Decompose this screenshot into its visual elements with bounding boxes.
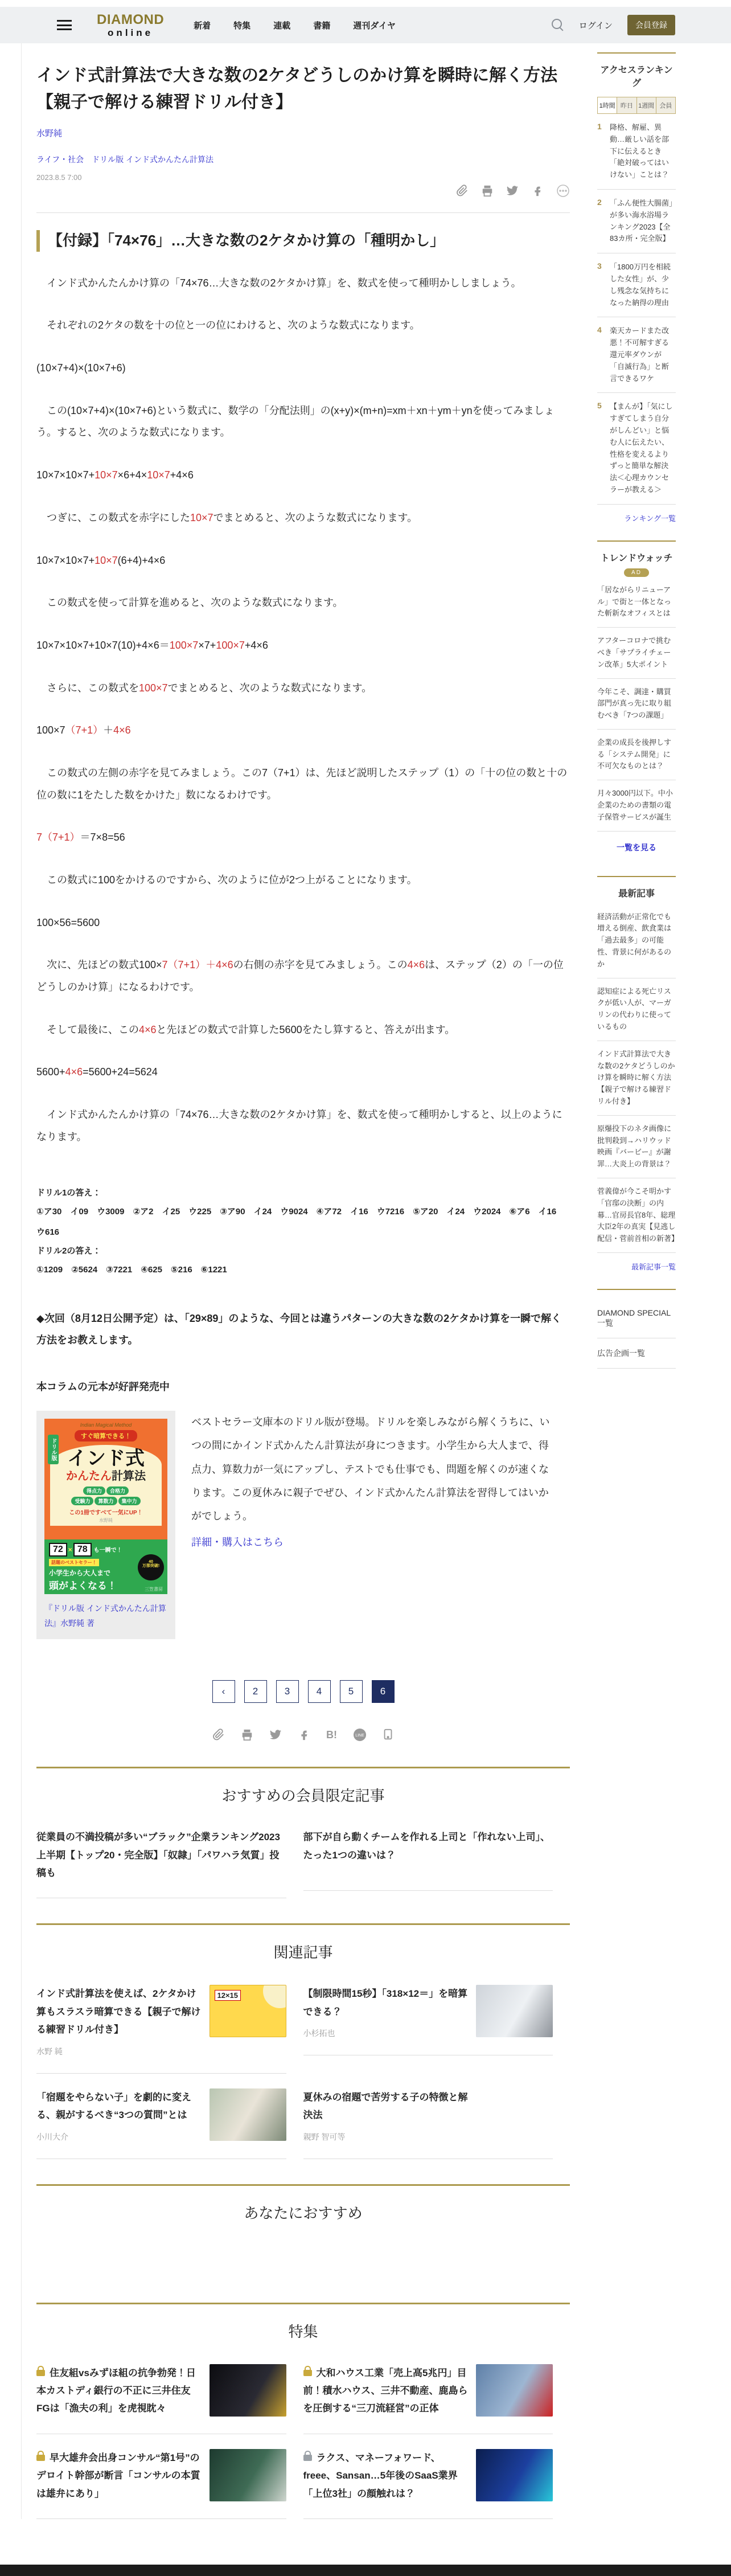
content-wrapper: [21, 43, 731, 2519]
related-article-title[interactable]: インド式計算法を使えば、2ケタかけ算もスラスラ暗算できる【親子で解ける練習ドリル付き】: [36, 1988, 201, 2036]
ranking-more-link[interactable]: ランキング一覧: [624, 514, 676, 523]
ranking-item-title[interactable]: 【まんが】「気にしすぎてしまう自分がしんどい」と悩む人に伝えたい、性格を変えるよりずっと簡単な解決法＜心理カウンセラーが教える＞: [610, 402, 673, 494]
tag-series[interactable]: ドリル版 インド式かんたん計算法: [92, 155, 214, 164]
feature-article-title[interactable]: ラクス、マネーフォワード、freee、Sansan…5年後のSaaS業界「上位3社」の顔触れは？: [303, 2452, 458, 2499]
list-item: [36, 2349, 303, 2434]
paperclip-icon[interactable]: [456, 185, 469, 197]
related-articles: [36, 1970, 570, 2159]
line-icon[interactable]: [353, 1728, 367, 1742]
sidebar-link-ad-plans[interactable]: 広告企画一覧: [597, 1338, 676, 1369]
pagination-page-3[interactable]: 3: [276, 1680, 299, 1703]
nav-item-feature[interactable]: 特集: [233, 21, 251, 31]
hatena-bookmark-icon[interactable]: B!: [326, 1729, 337, 1740]
latest-item[interactable]: 認知症による死亡リスクが低い人が、マーガリンの代わりに使っているもの: [597, 978, 676, 1041]
ranking-item: [597, 393, 676, 504]
rank-number: 5: [597, 401, 602, 411]
header-right: [552, 15, 675, 35]
list-item: [303, 2349, 570, 2434]
nav-item-series[interactable]: 連載: [273, 21, 291, 31]
related-article-thumbnail[interactable]: [476, 1985, 553, 2037]
share-row-bottom: [36, 1728, 570, 1742]
rank-number: 3: [597, 261, 602, 271]
related-article-title[interactable]: 夏休みの宿題で苦労する子の特徴と解決法: [303, 2091, 468, 2121]
feature-article-title[interactable]: 大和ハウス工業「売上高5兆円」目前！積水ハウス、三井不動産、鹿島らを圧倒する“三刀流経営”の正体: [303, 2367, 468, 2414]
footer-spacer: [0, 2519, 731, 2565]
trend-item[interactable]: 月々3000円以下。中小企業のための書類の電子保管サービスが誕生: [597, 780, 676, 831]
formula: 7（7+1）＝7×8=56: [36, 832, 125, 843]
related-article-title[interactable]: 【制限時間15秒】「318×12＝」を暗算できる？: [303, 1988, 468, 2017]
tab-1week[interactable]: 1週間: [636, 97, 656, 113]
paragraph: この数式を使って計算を進めると、次のような数式になります。: [36, 597, 343, 609]
member-articles: [36, 1813, 570, 1898]
book-purchase-link[interactable]: 詳細・購入はこちら: [191, 1536, 284, 1548]
formula: 10×7×10×7+10×7(10)+4×6＝100×7×7+100×7+4×6: [36, 639, 268, 651]
latest-item[interactable]: 菅義偉が今こそ明かす「官邸の決断」の内幕…官房長官8年、総理大臣2年の真実【見逃し配信・菅前首相の新著】: [597, 1178, 676, 1253]
author-link[interactable]: 水野純: [36, 129, 63, 138]
share-row-top: [36, 184, 570, 198]
pagination: [36, 1680, 570, 1703]
ranking-item: [597, 253, 676, 317]
feature-section-title: 特集: [288, 2323, 318, 2340]
cover-title-main: インド式: [67, 1447, 145, 1469]
drill-answers: [36, 1185, 570, 1280]
list-item: [303, 2434, 570, 2519]
nav-item-books[interactable]: 書籍: [313, 21, 331, 31]
hamburger-menu-icon[interactable]: [57, 20, 72, 30]
paragraph: この数式の左側の赤字を見てみましょう。この7（7+1）は、先ほど説明したステップ（1）の「十の位の数と十の位の数に1をたした数をかけた」数になるわけです。: [36, 767, 568, 801]
ranking-item: [597, 190, 676, 253]
related-article-title[interactable]: 「宿題をやらない子」を劇的に変える、親がするべき“3つの質問”とは: [36, 2091, 191, 2121]
drill1-answers: ①ア30 イ09 ウ3009 ②ア2 イ25 ウ225 ③ア90 イ24 ウ9024 ④ア72 イ16 ウ7216 ⑤ア20 イ24 ウ2024 ⑥ア6 イ16 ウ616: [36, 1206, 565, 1237]
gold-divider: [36, 2184, 570, 2186]
lock-icon: [36, 2455, 45, 2461]
related-article-author: 水野 純: [36, 2046, 63, 2056]
related-article-thumbnail[interactable]: 12×15: [210, 1985, 286, 2037]
ranking-item-title[interactable]: 「ふん便性大腸菌」が多い海水浴場ランキング2023【全83カ所・完全版】: [610, 198, 673, 243]
latest-item[interactable]: 原爆投下のネタ画像に批判殺到→ハリウッド映画『バービー』が謝罪…大炎上の背景は？: [597, 1116, 676, 1178]
formula: 100×56=5600: [36, 916, 100, 928]
trend-item[interactable]: 今年こそ、調達・購買部門が真っ先に取り組むべき「7つの課題」: [597, 679, 676, 730]
member-section-title: おすすめの会員限定記事: [221, 1787, 385, 1805]
tab-member[interactable]: 会員: [656, 97, 675, 113]
drill2-answers: ①1209 ②5624 ③7221 ④625 ⑤216 ⑥1221: [36, 1264, 227, 1275]
tag-category[interactable]: ライフ・社会: [36, 155, 84, 164]
drill2-label: ドリル2の答え：: [36, 1246, 101, 1256]
related-article-author: 小川大介: [36, 2132, 68, 2141]
formula: 10×7×10×7+10×7(6+4)+4×6: [36, 554, 166, 566]
formula: (10×7+4)×(10×7+6): [36, 362, 126, 374]
paragraph: そして最後に、この4×6と先ほどの数式で計算した5600をたし算すると、答えが出ます。: [36, 1023, 455, 1035]
cover-title-sub: かんたん計算法: [66, 1470, 146, 1483]
feature-article-thumbnail[interactable]: [210, 2449, 286, 2501]
search-icon[interactable]: [552, 19, 564, 31]
drill1-label: ドリル1の答え：: [36, 1187, 101, 1198]
next-issue-note: ◆次回（8月12日公開予定）は、「29×89」のような、今回とは違うパターンの大きな数の2ケタかけ算を一瞬で解く方法をお教えします。: [36, 1312, 562, 1346]
nav-item-new[interactable]: 新着: [194, 21, 211, 31]
feature-article-thumbnail[interactable]: [476, 2364, 553, 2417]
paperclip-icon[interactable]: [212, 1729, 225, 1741]
section-heading: 【付録】「74×76」…大きな数の2ケタかけ算の「種明かし」: [36, 230, 570, 252]
formula: 5600+4×6=5600+24=5624: [36, 1066, 158, 1078]
related-article-author: 親野 智可等: [303, 2132, 346, 2141]
article-column: [22, 43, 587, 2519]
paragraph: この数式に100をかけるのですから、次のように位が2つ上がることになります。: [36, 874, 417, 886]
paragraph: インド式かんたんかけ算の「74×76…大きな数の2ケタかけ算」を、数式を使って種明かしすると、以上のようになります。: [36, 1109, 562, 1142]
feature-article-thumbnail[interactable]: [476, 2449, 553, 2501]
trend-watch-title: トレンドウォッチ: [600, 553, 673, 563]
paragraph: それぞれの2ケタの数を十の位と一の位にわけると、次のような数式になります。: [36, 320, 420, 331]
pagination-page-4[interactable]: 4: [308, 1680, 331, 1703]
sidebar-link-diamond-special[interactable]: DIAMOND SPECIAL一覧: [597, 1299, 676, 1338]
site-header: [0, 7, 731, 43]
cover-up-line: この1冊ですべて一気にUP！: [69, 1510, 143, 1517]
feature-article-thumbnail[interactable]: [210, 2364, 286, 2417]
book-promo-heading: 本コラムの元本が好評発売中: [36, 1381, 170, 1393]
paragraph: この(10×7+4)×(10×7+6)という数式に、数学の「分配法則」の(x+y)×(m+n)=xm＋xn＋ym＋ynを使ってみましょう。すると、次のような数式になります。: [36, 404, 555, 439]
top-strip: [0, 0, 731, 7]
ad-placeholder: [36, 2223, 570, 2278]
facebook-icon[interactable]: [298, 1729, 310, 1741]
ranking-item-title[interactable]: 降格、解雇、異動…厳しい話を部下に伝えるとき「絶対破ってはいけない」ことは？: [610, 123, 670, 179]
lock-icon: [303, 2455, 312, 2461]
cover-skill-pills: 得点力 合格力 受験力 算数力 集中力: [52, 1485, 159, 1506]
trend-item[interactable]: 「居ながらリニューアル」で街と一体となった斬新なオフィスとは: [597, 577, 676, 628]
print-icon[interactable]: [481, 185, 494, 197]
member-article-title[interactable]: 部下が自ら動くチームを作れる上司と「作れない上司」、たった1つの違いは？: [303, 1832, 550, 1861]
logo-diamond: DIAMOND: [97, 11, 165, 27]
book-promo: [36, 1411, 570, 1639]
list-item: [36, 2074, 303, 2159]
ranking-tabs: [597, 97, 676, 114]
cover-badge: すぐ暗算できる！: [75, 1430, 137, 1441]
pagination-page-6-active[interactable]: 6: [372, 1680, 395, 1703]
main-nav: [194, 19, 396, 31]
more-icon[interactable]: [556, 184, 570, 198]
latest-articles-section: [597, 876, 679, 1272]
cover-ribbon: ドリル版: [48, 1435, 59, 1464]
nav-item-weekly[interactable]: 週刊ダイヤ: [353, 21, 396, 31]
related-section-title: 関連記事: [273, 1944, 333, 1961]
latest-item[interactable]: 経済活動が正常化でも増える倒産、飲食業は「過去最多」の可能性、背景に何があるのか: [597, 904, 676, 978]
sidebar: [597, 43, 679, 2519]
cover-publisher: 三笠書房: [145, 1586, 163, 1592]
page-title: インド式計算法で大きな数の2ケタどうしのかけ算を瞬時に解く方法【親子で解ける練習ドリル付き】: [36, 66, 558, 112]
gold-divider: [36, 2303, 570, 2304]
ranking-item-title[interactable]: 「1800万円を相続した女性」が、少し残念な気持ちになった納得の理由: [610, 263, 671, 307]
formula: 10×7×10×7+10×7×6+4×10×7+4×6: [36, 469, 194, 481]
recommend-section-title: あなたにおすすめ: [244, 2204, 363, 2222]
login-link[interactable]: ログイン: [578, 21, 613, 31]
list-item: [36, 2434, 303, 2519]
paragraph: さらに、この数式を100×7でまとめると、次のような数式になります。: [36, 682, 372, 694]
lock-icon: [303, 2370, 312, 2376]
latest-more-link[interactable]: 最新記事一覧: [631, 1263, 676, 1271]
ranking-item-title[interactable]: 楽天カードまた改悪！不可解すぎる還元率ダウンが「自滅行為」と断言できるワケ: [610, 326, 670, 383]
copy-icon[interactable]: [383, 1729, 394, 1741]
rank-number: 4: [597, 325, 602, 335]
feature-articles: [36, 2349, 570, 2520]
list-item: [303, 1970, 570, 2073]
rank-number: 1: [597, 122, 602, 131]
logo-online: online: [108, 27, 154, 38]
twitter-icon[interactable]: [506, 185, 519, 197]
latest-articles-title: 最新記事: [618, 888, 655, 899]
trend-item[interactable]: 企業の成長を後押しする「システム開発」に不可欠なものとは？: [597, 730, 676, 780]
register-button[interactable]: 会員登録: [627, 15, 675, 35]
latest-item[interactable]: インド式計算法で大きな数の2ケタどうしのかけ算を瞬時に解く方法【親子で解ける練習ドリル付き】: [597, 1041, 676, 1116]
related-article-thumbnail[interactable]: [476, 2088, 553, 2141]
trend-more-link[interactable]: 一覧を見る: [617, 842, 656, 852]
print-icon[interactable]: [241, 1729, 253, 1741]
paragraph: つぎに、この数式を赤字にした10×7でまとめると、次のような数式になります。: [36, 511, 418, 523]
trend-item[interactable]: アフターコロナで挑むべき「サプライチェーン改革」5大ポイント: [597, 628, 676, 678]
list-item: [36, 1970, 303, 2073]
article-divider: [36, 212, 570, 213]
publish-date: 2023.8.5 7:00: [36, 173, 82, 182]
related-article-thumbnail[interactable]: [210, 2088, 286, 2141]
sidebar-links-section: [597, 1289, 676, 1369]
cover-script-text: Indian Magical Method: [80, 1422, 132, 1428]
paragraph: 次に、先ほどの数式100×7（7+1）＋4×6の右側の赤字を見てみましょう。この4×6は、ステップ（2）の「一の位どうしのかけ算」になるわけです。: [36, 959, 564, 993]
book-cover-box: [36, 1411, 175, 1639]
tab-1hour[interactable]: 1時間: [598, 97, 617, 113]
gold-divider: [36, 1767, 570, 1768]
tab-yesterday[interactable]: 昨日: [617, 97, 636, 113]
ranking-item: [597, 114, 676, 190]
cover-sales-badge: 40 万部突破!: [138, 1554, 164, 1580]
book-description-block: [191, 1411, 556, 1639]
ranking-item: [597, 317, 676, 393]
list-item: [36, 1813, 303, 1898]
pagination-page-2[interactable]: 2: [244, 1680, 267, 1703]
list-item: [303, 2074, 570, 2159]
gold-divider: [36, 1923, 570, 1925]
ad-badge: AD: [624, 568, 649, 577]
book-description: ベストセラー文庫本のドリル版が登場。ドリルを楽しみながら解くうちに、いつの間にかインド式かんたん計算法が身につきます。小学生から大人まで、得点力、算数力が一気にアップし、テストでも仕事でも、問題を解くのが速くなります。この夏休みに親子でぜひ、インド式かんたん計算法を習得してはいかがでしょう。: [191, 1416, 550, 1522]
cover-bestseller-badge: 話題のベストセラー！: [49, 1559, 99, 1566]
lock-icon: [36, 2370, 45, 2376]
pagination-prev[interactable]: ‹: [212, 1680, 235, 1703]
facebook-icon[interactable]: [531, 185, 544, 197]
member-article-title[interactable]: 従業員の不満投稿が多い“ブラック”企業ランキング2023上半期【トップ20・完全版】「奴隷」「パワハラ気質」投稿も: [36, 1832, 280, 1878]
twitter-icon[interactable]: [269, 1729, 282, 1741]
book-cover-image[interactable]: Indian Magical Method すぐ暗算できる！ ドリル版 インド式 かんたん計算法 得点力 合格力 受験力 算数力 集中力 この1冊ですべて一気にUP！ 水野純 72 × 78 も一瞬で！ 話題のベストセラー！ 小学生から大人まで 頭がよくなる！ 40 万部突破! 三笠書房: [44, 1419, 167, 1594]
site-logo[interactable]: [97, 13, 164, 38]
access-ranking-title: アクセスランキング: [600, 65, 673, 88]
formula: 100×7（7+1）＋4×6: [36, 724, 131, 736]
article-tags: [36, 154, 570, 165]
access-ranking-section: [597, 52, 676, 523]
site-footer-bar: [0, 2565, 731, 2576]
book-caption-link[interactable]: 『ドリル版 インド式かんたん計算法』水野純 著: [44, 1603, 166, 1628]
cover-author: 水野純: [99, 1518, 113, 1524]
svg-text:LINE: LINE: [355, 1734, 364, 1738]
feature-article-title[interactable]: 早大雄弁会出身コンサル“第1号”のデロイト幹部が断言「コンサルの本質は雄弁にあり」: [36, 2452, 200, 2499]
related-article-author: 小杉拓也: [303, 2029, 335, 2038]
trend-watch-section: [597, 540, 676, 853]
feature-article-title[interactable]: 住友組vsみずほ組の抗争勃発！日本カストディ銀行の不正に三井住友FGは「漁夫の利」を虎視眈々: [36, 2367, 196, 2414]
paragraph: インド式かんたんかけ算の「74×76…大きな数の2ケタかけ算」を、数式を使って種明かししましょう。: [36, 277, 521, 289]
pagination-page-5[interactable]: 5: [340, 1680, 363, 1703]
rank-number: 2: [597, 197, 602, 207]
list-item: [303, 1813, 570, 1898]
